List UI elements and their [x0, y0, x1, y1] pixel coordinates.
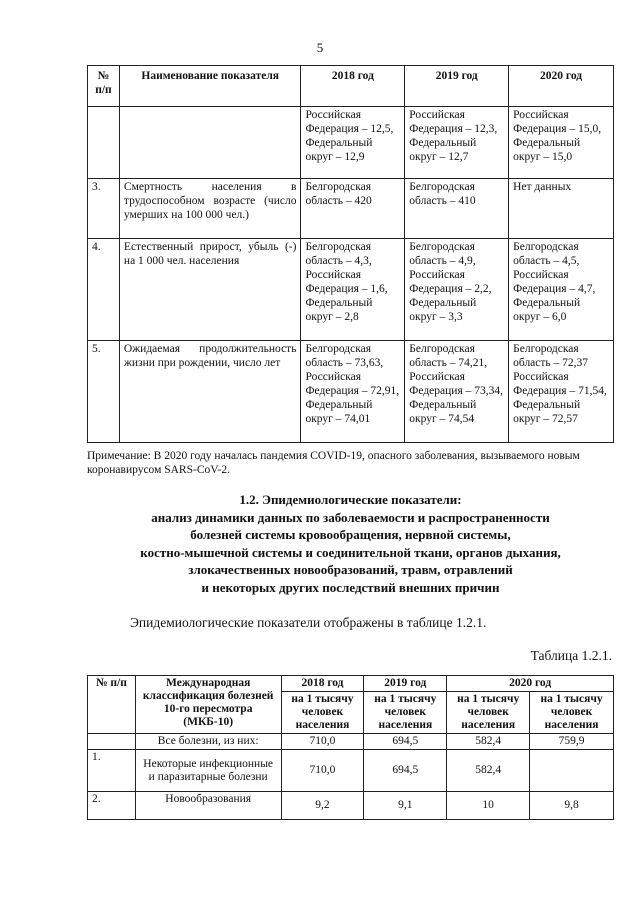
table-header-row: [88, 66, 614, 107]
header-2019: 2019 год: [405, 66, 509, 107]
header-num: № п/п: [88, 66, 120, 107]
cell-2020: Белгородская область – 4,5, Российская Федерация – 4,7, Федеральный округ – 6,0: [509, 239, 614, 341]
cell-value: 710,0: [281, 734, 364, 750]
table-note: Примечание: В 2020 году началась пандемия COVID-19, опасного заболевания, вызываемого новым коронавирусом SARS-CoV-2.: [87, 450, 580, 476]
cell-value: 710,0: [281, 750, 364, 792]
cell-2019: Белгородская область – 74,21, Российская Федерация – 73,34, Федеральный округ – 74,54: [405, 341, 509, 443]
subheader: на 1 тысячу человек населения: [281, 692, 364, 734]
header-2018: 2018 год: [301, 66, 405, 107]
cell-2019: Белгородская область – 4,9, Российская Федерация – 2,2, Федеральный округ – 3,3: [405, 239, 509, 341]
cell-2020: Белгородская область – 72,37 Российская Федерация – 71,54, Федеральный округ – 72,57: [509, 341, 614, 443]
page-number: 5: [316, 40, 324, 55]
table-row: [88, 734, 614, 750]
table-row: [88, 107, 614, 179]
cell-2018: Белгородская область – 73,63, Российская Федерация – 72,91, Федеральный округ – 74,01: [301, 341, 405, 443]
cell-value: 694,5: [364, 750, 447, 792]
epidemiology-table: [87, 675, 614, 820]
subheader: на 1 тысячу человек населения: [364, 692, 447, 734]
cell-2018: Белгородская область – 4,3, Российская Федерация – 1,6, Федеральный округ – 2,8: [301, 239, 405, 341]
row-name: Ожидаемая продолжительность жизни при рождении, число лет: [119, 341, 301, 443]
row-num: 2.: [88, 792, 136, 820]
header-indicator: Наименование показателя: [119, 66, 301, 107]
table-row: [88, 239, 614, 341]
body-paragraph: Эпидемиологические показатели отображены в таблице 1.2.1.: [130, 615, 487, 630]
header-2020: 2020 год: [509, 66, 614, 107]
table-caption: Таблица 1.2.1.: [530, 648, 612, 663]
heading-line: 1.2. Эпидемиологические показатели:: [239, 492, 462, 507]
row-num: 5.: [88, 341, 120, 443]
cell-value: 9,1: [364, 792, 447, 820]
heading-line: болезней системы кровообращения, нервной системы,: [190, 527, 511, 542]
cell-2019: Белгородская область – 410: [405, 179, 509, 239]
row-name: [119, 107, 301, 179]
row-name: Смертность населения в трудоспособном возрасте (число умерших на 100 000 чел.): [119, 179, 301, 239]
table-row: [88, 341, 614, 443]
row-num: [88, 107, 120, 179]
table-row: [88, 792, 614, 820]
heading-line: костно-мышечной системы и соединительной ткани, органов дыхания,: [140, 544, 561, 560]
cell-2020: Нет данных: [509, 179, 614, 239]
row-num: 1.: [88, 750, 136, 792]
cell-value: 9,8: [530, 792, 614, 820]
cell-2019: Российская Федерация – 12,3, Федеральный округ – 12,7: [405, 107, 509, 179]
subheader: на 1 тысячу человек населения: [447, 692, 530, 734]
cell-value: 582,4: [447, 734, 530, 750]
heading-line: анализ динамики данных по заболеваемости и распространенности: [151, 509, 550, 525]
row-num: 3.: [88, 179, 120, 239]
row-name: Все болезни, из них:: [135, 734, 281, 750]
header-2018: 2018 год: [281, 676, 364, 692]
cell-value: 9,2: [281, 792, 364, 820]
header-icd: Международная классификация болезней 10-го пересмотра (МКБ-10): [135, 676, 281, 734]
table-row: [88, 179, 614, 239]
header-num: № п/п: [88, 676, 136, 734]
indicators-table: [87, 65, 614, 443]
heading-line: злокачественных новообразований, травм, отравлений: [188, 562, 513, 577]
cell-value: 759,9: [530, 734, 614, 750]
cell-2018: Российская Федерация – 12,5, Федеральный округ – 12,9: [301, 107, 405, 179]
header-2020: 2020 год: [447, 676, 614, 692]
row-num: [88, 734, 136, 750]
table-row: [88, 750, 614, 792]
cell-2018: Белгородская область – 420: [301, 179, 405, 239]
cell-value: [530, 750, 614, 792]
section-heading: [87, 491, 614, 596]
heading-line: и некоторых других последствий внешних причин: [201, 579, 500, 595]
row-num: 4.: [88, 239, 120, 341]
table-header-row: [88, 676, 614, 692]
cell-value: 694,5: [364, 734, 447, 750]
row-name: Естественный прирост, убыль (-) на 1 000 чел. населения: [119, 239, 301, 341]
cell-2020: Российская Федерация – 15,0, Федеральный округ – 15,0: [509, 107, 614, 179]
row-name: Некоторые инфекционные и паразитарные болезни: [135, 750, 281, 792]
cell-value: 10: [447, 792, 530, 820]
header-2019: 2019 год: [364, 676, 447, 692]
subheader: на 1 тысячу человек населения: [530, 692, 614, 734]
cell-value: 582,4: [447, 750, 530, 792]
row-name: Новообразования: [135, 792, 281, 820]
